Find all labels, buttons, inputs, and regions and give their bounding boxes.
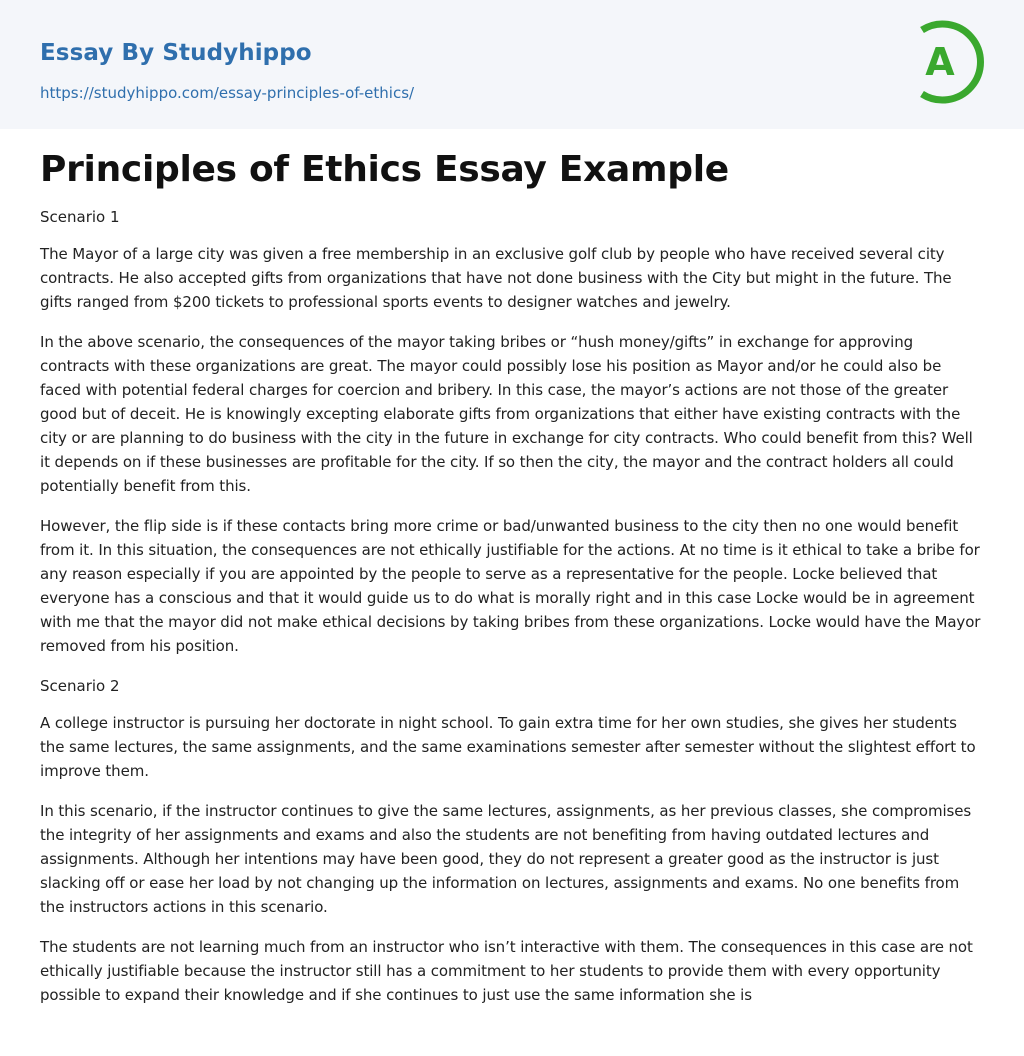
paragraph-3: However, the flip side is if these contacts bring more crime or bad/unwanted business to the city then no one would benefit from it. In this situation, the consequences are not ethically justifiable for the actions. At no time is it ethical to take a bribe for any reason especially if you are appointed by the people to serve as a representative for the people. Locke believed that everyone has a conscious and that it would guide us to do what is morally right and in this case Locke would be in agreement with me that the mayor did not make ethical decisions by taking bribes from these organizations. Locke would have the Mayor removed from his position.: [40, 517, 981, 655]
paragraph-1: The Mayor of a large city was given a free membership in an exclusive golf club by people who have received several city contracts. He also accepted gifts from organizations that have not done business with the City but might in the future. The gifts ranged from $200 tickets to professional sports events to designer watches and jewelry.: [40, 245, 952, 311]
paragraph-6: The students are not learning much from an instructor who isn’t interactive with them. The consequences in this case are not ethically justifiable because the instructor still has a commitment to her students to provide them with every opportunity possible to expand their knowledge and if she continues to just use the same information she is: [40, 938, 973, 1004]
essay-url-link[interactable]: https://studyhippo.com/essay-principles-of-ethics/: [40, 84, 415, 102]
paragraph-2: In the above scenario, the consequences of the mayor taking bribes or “hush money/gifts” in exchange for approving contracts with these organizations are great. The mayor could possibly lose his position as Mayor and/or he could also be faced with potential federal charges for coercion and bribery. In this case, the mayor’s actions are not those of the greater good but of deceit. He is knowingly excepting elaborate gifts from organizations that either have existing contracts with the city or are planning to do business with the city in the future in exchange for city contracts. Who could benefit from this? Well it depends on if these businesses are profitable for the city. If so then the city, the mayor and the contract holders all could potentially benefit from this.: [40, 333, 973, 495]
scenario-2-heading: Scenario 2: [40, 677, 120, 695]
paragraph-4: A college instructor is pursuing her doctorate in night school. To gain extra time for her own studies, she gives her students the same lectures, the same assignments, and the same examinations semester after semester without the slightest effort to improve them.: [40, 714, 976, 780]
site-header: [0, 0, 1024, 129]
page-title: Principles of Ethics Essay Example: [40, 149, 729, 190]
scenario-1-heading: Scenario 1: [40, 208, 120, 226]
paragraph-5: In this scenario, if the instructor continues to give the same lectures, assignments, as her previous classes, she compromises the integrity of her assignments and exams and also the students are not benefiting from having outdated lectures and assignments. Although her intentions may have been good, they do not represent a greater good as the instructor is just slacking off or ease her load by not changing up the information on lectures, assignments and exams. No one benefits from the instructors actions in this scenario.: [40, 802, 972, 916]
studyhippo-logo-icon[interactable]: [910, 18, 988, 106]
article-body: [0, 129, 1024, 1007]
logo-letter: A: [925, 40, 955, 84]
site-title[interactable]: Essay By Studyhippo: [40, 40, 312, 66]
